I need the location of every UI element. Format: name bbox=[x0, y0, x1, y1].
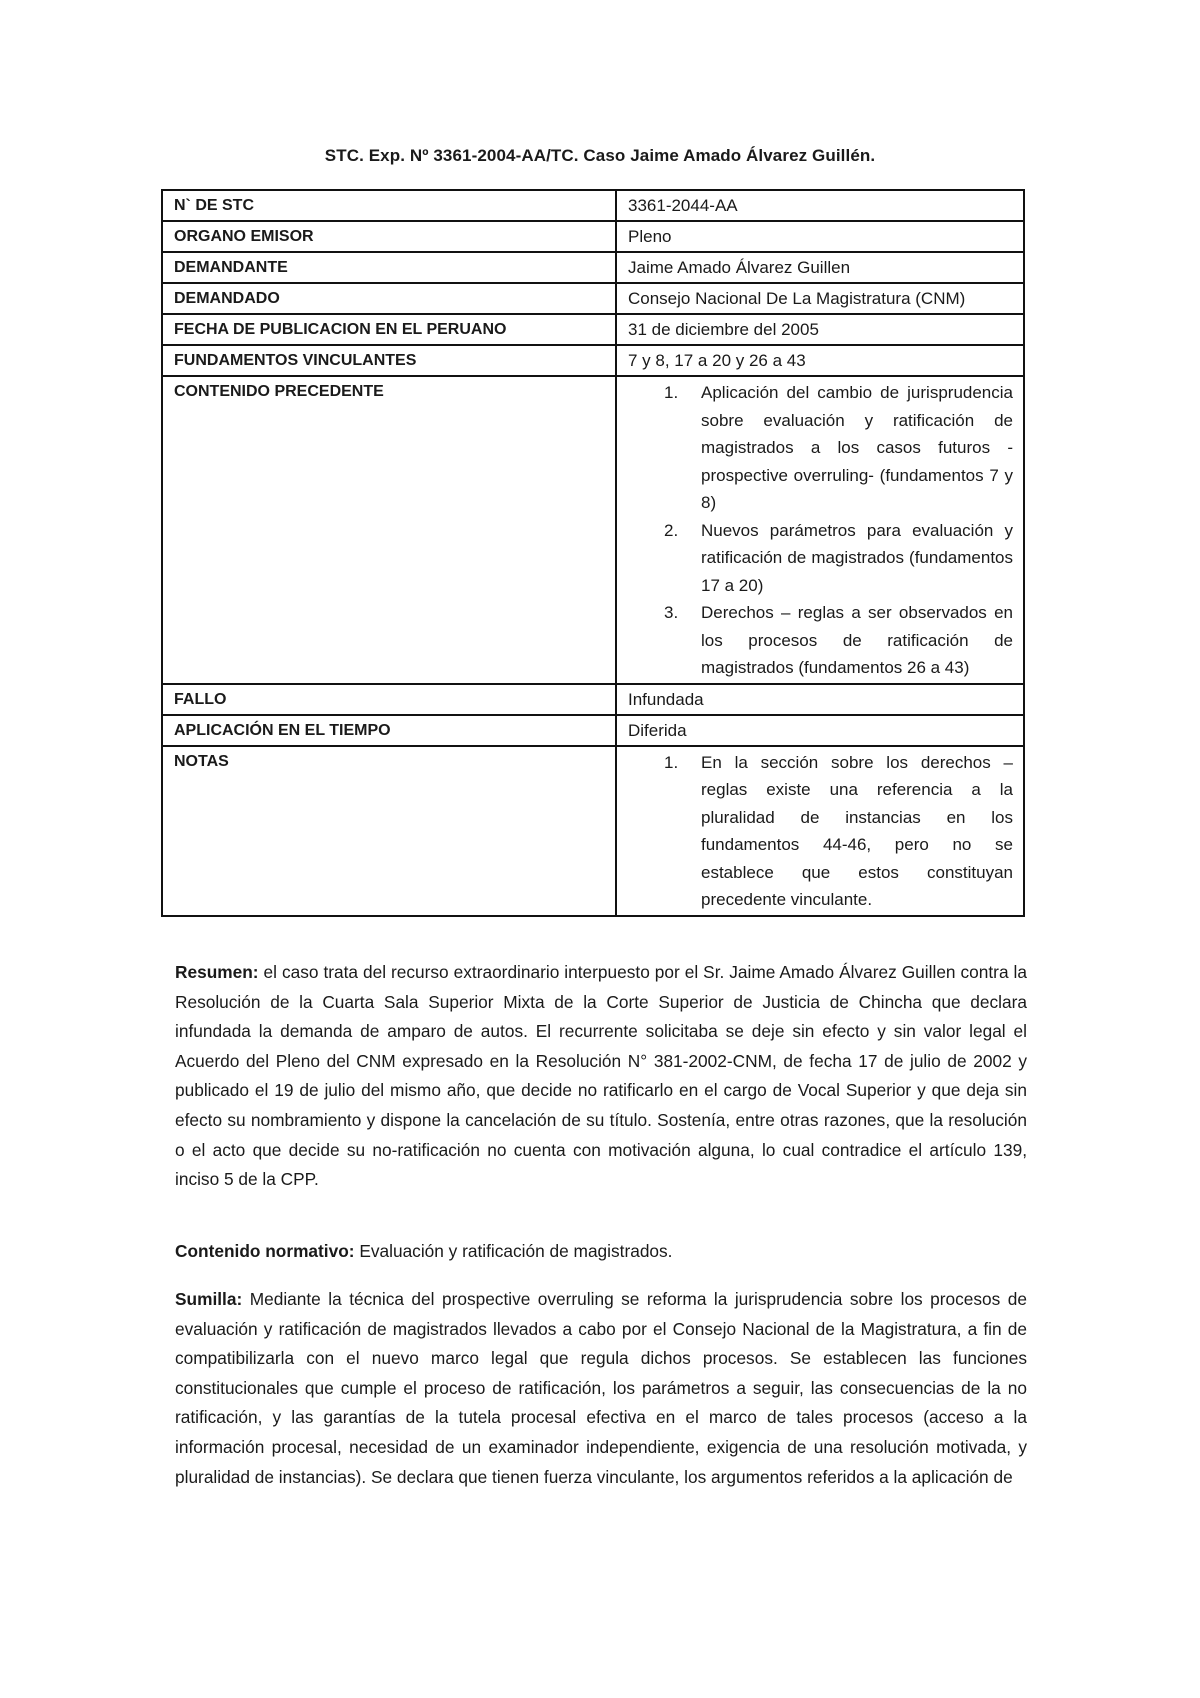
row-value: 31 de diciembre del 2005 bbox=[616, 314, 1024, 345]
row-label: NOTAS bbox=[162, 746, 616, 916]
contenido-list-cell bbox=[616, 376, 1024, 684]
table-row bbox=[162, 221, 1024, 252]
resumen-text: el caso trata del recurso extraordinario interpuesto por el Sr. Jaime Amado Álvarez Guillen contra la Resolución de la Cuarta Sala Superior Mixta de la Corte Superior de Justicia de Chincha que declara infundada la demanda de amparo de autos. El recurrente solicitaba se deje sin efecto y sin valor legal el Acuerdo del Pleno del CNM expresado en la Resolución N° 381-2002-CNM, de fecha 17 de julio de 2002 y publicado el 19 de julio del mismo año, que decide no ratificarlo en el cargo de Vocal Superior y que deja sin efecto su nombramiento y dispone la cancelación de su título. Sostenía, entre otras razones, que la resolución o el acto que decide su no-ratificación no cuenta con motivación alguna, lo cual contradice el artículo 139, inciso 5 de la CPP. bbox=[175, 962, 1027, 1190]
table-row bbox=[162, 252, 1024, 283]
resumen-paragraph bbox=[175, 958, 1027, 1195]
table-row bbox=[162, 190, 1024, 221]
row-label: FUNDAMENTOS VINCULANTES bbox=[162, 345, 616, 376]
list-item bbox=[628, 379, 1013, 517]
row-value: Consejo Nacional De La Magistratura (CNM) bbox=[616, 283, 1024, 314]
notas-list bbox=[628, 749, 1013, 914]
row-label: DEMANDANTE bbox=[162, 252, 616, 283]
list-text: Nuevos parámetros para evaluación y ratificación de magistrados (fundamentos 17 a 20) bbox=[701, 520, 1013, 595]
list-number: 1. bbox=[664, 383, 679, 402]
table-row-contenido bbox=[162, 376, 1024, 684]
row-label: ORGANO EMISOR bbox=[162, 221, 616, 252]
list-number: 2. bbox=[664, 520, 679, 540]
row-value: Pleno bbox=[616, 221, 1024, 252]
row-label: CONTENIDO PRECEDENTE bbox=[162, 376, 616, 684]
row-label: N` DE STC bbox=[162, 190, 616, 221]
sumilla-text: Mediante la técnica del prospective overruling se reforma la jurisprudencia sobre los procesos de evaluación y ratificación de magistrados llevados a cabo por el Consejo Nacional de la Magistratura, a fin de compatibilizarla con el nuevo marco legal que regula dichos procesos. Se establecen las funciones constitucionales que cumple el proceso de ratificación, los parámetros a seguir, las consecuencias de la no ratificación, y las garantías de la tutela procesal efectiva en el marco de tales procesos (acceso a la información procesal, necesidad de un examinador independiente, exigencia de una resolución motivada, y pluralidad de instancias). Se declara que tienen fuerza vinculante, los argumentos referidos a la aplicación de bbox=[175, 1289, 1027, 1487]
row-value: 3361-2044-AA bbox=[616, 190, 1024, 221]
row-label: DEMANDADO bbox=[162, 283, 616, 314]
table-row bbox=[162, 715, 1024, 746]
document-title: STC. Exp. Nº 3361-2004-AA/TC. Caso Jaime Amado Álvarez Guillén. bbox=[324, 146, 876, 165]
row-label: FECHA DE PUBLICACION EN EL PERUANO bbox=[162, 314, 616, 345]
table-row bbox=[162, 345, 1024, 376]
notas-list-cell bbox=[616, 746, 1024, 916]
contenido-normativo-label: Contenido normativo: bbox=[175, 1241, 355, 1261]
row-value: Jaime Amado Álvarez Guillen bbox=[616, 252, 1024, 283]
list-item bbox=[628, 517, 1013, 600]
list-text: En la sección sobre los derechos – reglas existe una referencia a la pluralidad de instancias en los fundamentos 44-46, pero no se establece que estos constituyan precedente vinculante. bbox=[701, 752, 1013, 909]
row-value: Infundada bbox=[616, 684, 1024, 715]
row-label: FALLO bbox=[162, 684, 616, 715]
row-value: 7 y 8, 17 a 20 y 26 a 43 bbox=[616, 345, 1024, 376]
row-label: APLICACIÓN EN EL TIEMPO bbox=[162, 715, 616, 746]
row-value: Diferida bbox=[616, 715, 1024, 746]
table-row bbox=[162, 314, 1024, 345]
list-text: Derechos – reglas a ser observados en los procesos de ratificación de magistrados (fundamentos 26 a 43) bbox=[701, 603, 1013, 677]
table-row bbox=[162, 283, 1024, 314]
sumilla-paragraph bbox=[175, 1285, 1027, 1492]
contenido-list bbox=[628, 379, 1013, 682]
list-item bbox=[628, 749, 1013, 914]
case-info-table bbox=[161, 189, 1025, 917]
table-row bbox=[162, 684, 1024, 715]
list-number: 3. bbox=[664, 603, 679, 622]
list-item bbox=[628, 599, 1013, 682]
sumilla-label: Sumilla: bbox=[175, 1289, 243, 1309]
table-row-notas bbox=[162, 746, 1024, 916]
list-number: 1. bbox=[664, 752, 679, 772]
contenido-normativo-text: Evaluación y ratificación de magistrados. bbox=[359, 1241, 673, 1261]
list-text: Aplicación del cambio de jurisprudencia sobre evaluación y ratificación de magistrados a los casos futuros -prospective overruling- (fundamentos 7 y 8) bbox=[701, 383, 1013, 512]
contenido-normativo-paragraph bbox=[175, 1237, 1027, 1267]
resumen-label: Resumen: bbox=[175, 962, 259, 982]
